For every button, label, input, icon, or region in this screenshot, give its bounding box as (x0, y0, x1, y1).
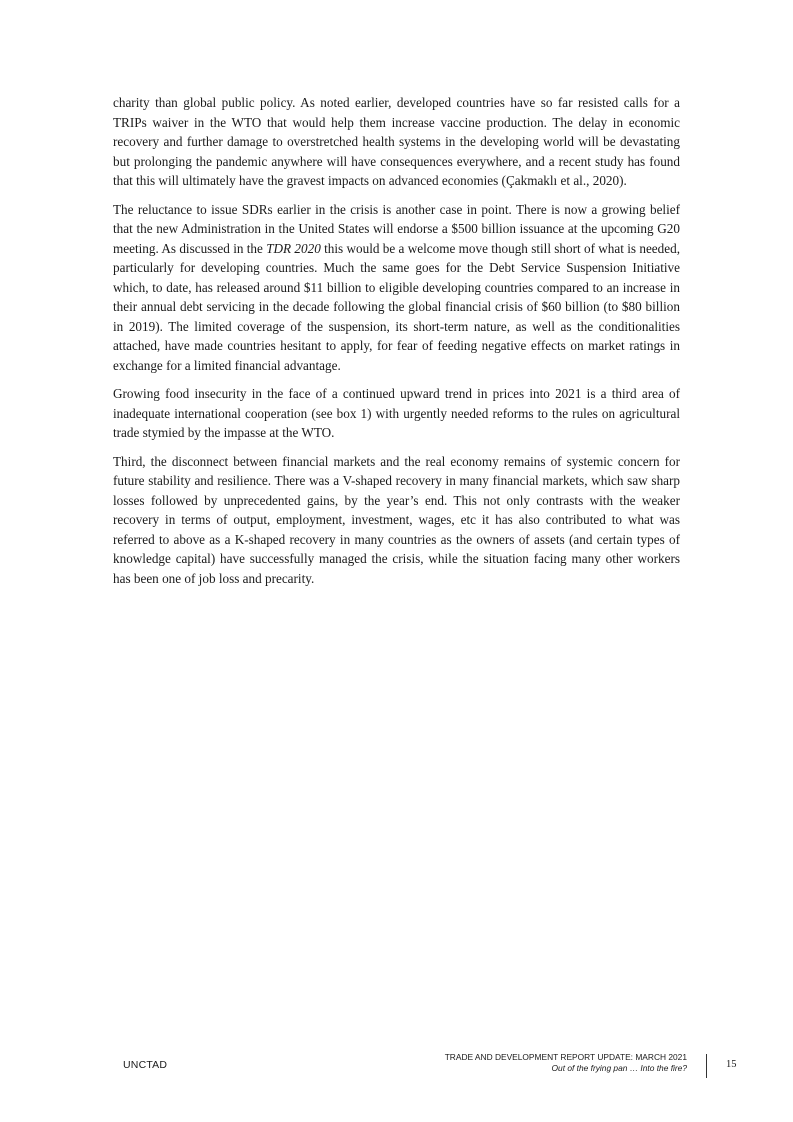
body-text (113, 93, 680, 597)
paragraph-3: Growing food insecurity in the face of a continued upward trend in prices into 2021 is a third area of inadequate international cooperation (see box 1) with urgently needed reforms to the rules on agricultural trade stymied by the impasse at the WTO. (113, 386, 680, 440)
tdr-2020-reference: TDR 2020 (266, 240, 321, 256)
page-number: 15 (726, 1059, 737, 1070)
footer-report-info (445, 1052, 687, 1073)
paragraph-1: charity than global public policy. As noted earlier, developed countries have so far resisted calls for a TRIPs waiver in the WTO that would help them increase vaccine production. The delay in economic recovery and further damage to overstretched health systems in the developing world will be devastating but prolonging the pandemic anywhere will have consequences everywhere, and a recent study has found that this will ultimately have the gravest impacts on advanced economies (Çakmaklı et al., 2020). (113, 95, 680, 188)
footer-report-subtitle: Out of the frying pan … Into the fire? (551, 1062, 687, 1073)
paragraph-2 (113, 200, 680, 376)
footer-organization: UNCTAD (123, 1059, 168, 1071)
paragraph-2-part-1: The reluctance to issue SDRs earlier in the crisis is another case in point. There is now a growing belief that the new Administration in the United States will endorse a $500 billion issuance at the upcoming G20 meeting. As discussed in the (113, 201, 680, 256)
paragraph-2-part-2: this would be a welcome move though still short of what is needed, particularly for developing countries. Much the same goes for the Debt Service Suspension Initiative which, to date, has released around $11 billion to eligible developing countries compared to an increase in their annual debt servicing in the decade following the global financial crisis of $60 billion (to $80 billion in 2019). The limited coverage of the suspension, its short-term nature, as well as the conditionalities attached, have made countries hesitant to apply, for fear of feeding negative effects on market ratings in exchange for a limited financial advantage. (113, 240, 680, 373)
footer-report-title: TRADE AND DEVELOPMENT REPORT UPDATE: MARCH 2021 (444, 1052, 687, 1062)
paragraph-4: Third, the disconnect between financial markets and the real economy remains of systemic concern for future stability and resilience. There was a V-shaped recovery in many financial markets, which saw sharp losses followed by unprecedented gains, by the year’s end. This not only contrasts with the weaker recovery in terms of output, employment, investment, wages, etc it has also contributed to what was referred to above as a K-shaped recovery in many countries as the owners of assets (and certain types of knowledge capital) have successfully managed the crisis, while the situation facing many other workers has been one of job loss and precarity. (113, 453, 680, 586)
footer-divider (706, 1054, 707, 1078)
